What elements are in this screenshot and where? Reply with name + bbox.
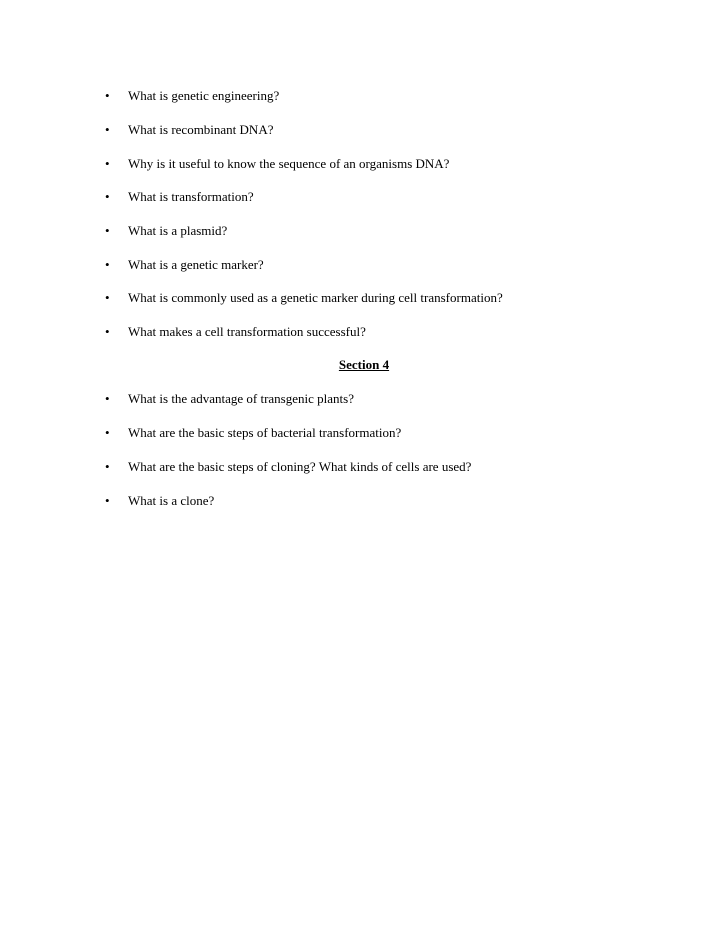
list-item xyxy=(0,491,728,511)
bullet-icon: • xyxy=(105,122,110,137)
bullet-icon: • xyxy=(105,290,110,305)
question-text: What are the basic steps of bacterial transformation? xyxy=(128,425,402,440)
list-item xyxy=(0,322,728,342)
list-item xyxy=(0,154,728,174)
question-text: What is commonly used as a genetic marker during cell transformation? xyxy=(128,290,503,305)
list-item xyxy=(0,120,728,140)
bullet-icon: • xyxy=(105,493,110,508)
question-text: What is a clone? xyxy=(128,493,215,508)
section-heading xyxy=(0,355,728,375)
list-item xyxy=(0,457,728,477)
question-text: Why is it useful to know the sequence of an organisms DNA? xyxy=(128,156,450,171)
question-text: What is genetic engineering? xyxy=(128,88,280,103)
list-item xyxy=(0,255,728,275)
bullet-icon: • xyxy=(105,223,110,238)
question-text: What are the basic steps of cloning? What kinds of cells are used? xyxy=(128,459,472,474)
list-item xyxy=(0,423,728,443)
list-item xyxy=(0,86,728,106)
list-item xyxy=(0,187,728,207)
bullet-icon: • xyxy=(105,156,110,171)
bullet-icon: • xyxy=(105,88,110,103)
list-item xyxy=(0,288,728,308)
bullet-icon: • xyxy=(105,425,110,440)
bullet-icon: • xyxy=(105,189,110,204)
question-text: What is transformation? xyxy=(128,189,254,204)
bullet-icon: • xyxy=(105,391,110,406)
question-text: What is the advantage of transgenic plants? xyxy=(128,391,354,406)
list-item xyxy=(0,389,728,409)
section-heading-text: Section 4 xyxy=(338,357,390,372)
bullet-icon: • xyxy=(105,324,110,339)
bullet-icon: • xyxy=(105,257,110,272)
list-item xyxy=(0,221,728,241)
question-text: What is a plasmid? xyxy=(128,223,228,238)
question-text: What is a genetic marker? xyxy=(128,257,264,272)
question-text: What makes a cell transformation successful? xyxy=(128,324,366,339)
question-text: What is recombinant DNA? xyxy=(128,122,274,137)
bullet-icon: • xyxy=(105,459,110,474)
